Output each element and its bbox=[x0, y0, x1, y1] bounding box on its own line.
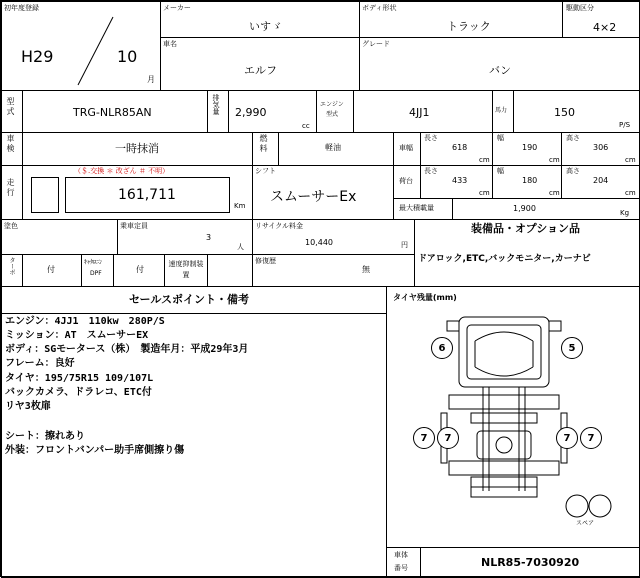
tire-front-left: 6 bbox=[431, 337, 453, 359]
repair-label: 修復歴 bbox=[255, 257, 276, 265]
capacity-label: 乗車定員 bbox=[120, 222, 148, 230]
dpf-value: 付 bbox=[136, 265, 144, 274]
car-name-label: 車名 bbox=[163, 40, 177, 48]
cab-label: 車幅 bbox=[399, 144, 413, 152]
fuel-label: 燃料 bbox=[259, 134, 268, 154]
bed-width-value: 180 bbox=[522, 176, 538, 185]
fuel-value: 軽油 bbox=[325, 143, 341, 152]
drive-value: 4×2 bbox=[593, 21, 617, 34]
cab-length-unit: cm bbox=[479, 156, 490, 164]
displacement-label: 排気量 bbox=[212, 94, 220, 115]
recycle-label: リサイクル料金 bbox=[255, 222, 304, 230]
bed-height-unit: cm bbox=[625, 189, 636, 197]
date-divider bbox=[1, 1, 161, 91]
bed-length-value: 433 bbox=[452, 176, 468, 185]
cab-height-unit: cm bbox=[625, 156, 636, 164]
sales-line: タイヤ：195/75R15 109/107L bbox=[5, 373, 154, 384]
maker-label: メーカー bbox=[163, 4, 191, 12]
sales-line: バックカメラ、ドラレコ、ETC付 bbox=[5, 387, 152, 398]
mileage-value: 161,711 bbox=[118, 187, 176, 203]
grade-value: バン bbox=[489, 64, 511, 77]
chassis-label-2: 番号 bbox=[394, 564, 408, 572]
truck-chassis-diagram bbox=[387, 301, 637, 547]
bed-length-label: 長さ bbox=[424, 167, 438, 175]
bed-height-label: 高さ bbox=[566, 167, 580, 175]
power-unit: P/S bbox=[619, 121, 631, 129]
cab-height-value: 306 bbox=[593, 143, 609, 152]
power-label: 馬力 bbox=[495, 107, 508, 114]
sales-line: リヤ3枚扉 bbox=[5, 401, 51, 412]
bed-width-unit: cm bbox=[549, 189, 560, 197]
tire-rear-left-inner: 7 bbox=[437, 427, 459, 449]
spare-label: スペア bbox=[576, 520, 595, 527]
sales-line: ボディ：SGモータース（株） 製造年月：平成29年3月 bbox=[5, 344, 249, 355]
sales-title: セールスポイント・備考 bbox=[129, 293, 250, 306]
dpf-label-2: DPF bbox=[90, 270, 102, 277]
sales-line: フレーム：良好 bbox=[5, 358, 75, 369]
model-label: 型式 bbox=[6, 97, 15, 117]
mileage-checkbox bbox=[31, 177, 59, 213]
tire-title: タイヤ残量(mm) bbox=[393, 293, 457, 302]
shift-value: スムーサーEx bbox=[270, 189, 357, 205]
options-value: ドアロック,ETC,バックモニター,カーナビ bbox=[418, 254, 591, 264]
grade-label: グレード bbox=[362, 40, 390, 48]
chassis-number: NLR85-7030920 bbox=[481, 556, 580, 569]
mileage-label: 走行 bbox=[6, 178, 15, 198]
max-load-label: 最大積載量 bbox=[399, 204, 434, 212]
chassis-label-1: 車体 bbox=[394, 551, 408, 559]
capacity-value: 3 bbox=[206, 233, 212, 242]
body-label: ボディ形状 bbox=[362, 4, 397, 12]
repair-value: 無 bbox=[362, 265, 370, 274]
cab-length-label: 長さ bbox=[424, 134, 438, 142]
turbo-value: 付 bbox=[47, 265, 55, 274]
bed-label: 荷台 bbox=[399, 177, 413, 185]
tire-front-right: 5 bbox=[561, 337, 583, 359]
bed-length-unit: cm bbox=[479, 189, 490, 197]
mileage-note: （＄.交換 ＊ 改ざん ＃ 不明） bbox=[74, 167, 170, 175]
first-reg-label: 初年度登録 bbox=[4, 4, 39, 12]
repair-cell bbox=[252, 254, 415, 287]
inspection-label: 車検 bbox=[6, 134, 15, 154]
sales-line: 外装：フロントバンパー助手席側擦り傷 bbox=[5, 445, 185, 456]
power-value: 150 bbox=[554, 106, 575, 119]
max-load-cell bbox=[452, 198, 640, 220]
mileage-unit: Km bbox=[234, 202, 246, 210]
options-title: 装備品・オプション品 bbox=[471, 222, 581, 235]
sales-line: ミッション：AT スムーサーEX bbox=[5, 330, 149, 341]
reg-year: H29 bbox=[21, 47, 54, 66]
bed-width-label: 幅 bbox=[497, 167, 504, 175]
cab-width-label: 幅 bbox=[497, 134, 504, 142]
maker-value: いすゞ bbox=[249, 20, 282, 33]
engine-model-label-1: エンジン bbox=[320, 101, 344, 108]
tire-rear-left-outer: 7 bbox=[413, 427, 435, 449]
turbo-label: ターボ bbox=[8, 257, 15, 275]
max-load-unit: Kg bbox=[620, 209, 630, 217]
engine-model-label-2: 型式 bbox=[326, 111, 339, 118]
recycle-unit: 円 bbox=[401, 241, 408, 249]
cab-length-value: 618 bbox=[452, 143, 468, 152]
sales-line: シート：擦れあり bbox=[5, 431, 85, 442]
cab-width-value: 190 bbox=[522, 143, 538, 152]
displacement-value: 2,990 bbox=[235, 106, 267, 119]
month-unit: 月 bbox=[147, 75, 155, 84]
car-name-value: エルフ bbox=[244, 64, 277, 77]
tire-rear-right-outer: 7 bbox=[580, 427, 602, 449]
tire-rear-right-inner: 7 bbox=[556, 427, 578, 449]
speed-limit-label: 速度抑制装置 bbox=[168, 260, 204, 279]
model-value: TRG-NLR85AN bbox=[73, 106, 152, 119]
cab-height-label: 高さ bbox=[566, 134, 580, 142]
drive-label: 駆動区分 bbox=[566, 4, 594, 12]
reg-month: 10 bbox=[117, 47, 138, 66]
speed-limit-cell bbox=[207, 254, 253, 287]
cc-unit: cc bbox=[302, 122, 310, 130]
inspection-value: 一時抹消 bbox=[115, 142, 159, 155]
shift-label: シフト bbox=[255, 167, 276, 175]
body-value: トラック bbox=[447, 20, 491, 33]
capacity-unit: 人 bbox=[237, 243, 244, 251]
recycle-value: 10,440 bbox=[305, 238, 333, 247]
max-load-value: 1,900 bbox=[513, 204, 536, 213]
color-cell bbox=[1, 219, 118, 255]
cab-width-unit: cm bbox=[549, 156, 560, 164]
sales-line: エンジン：4JJ1 110kw 280P/S bbox=[5, 316, 165, 327]
color-label: 塗色 bbox=[4, 222, 18, 230]
bed-height-value: 204 bbox=[593, 176, 609, 185]
engine-model-value: 4JJ1 bbox=[409, 106, 430, 119]
dpf-label-1: ｷｬﾀﾛﾆﾝ bbox=[84, 259, 103, 266]
